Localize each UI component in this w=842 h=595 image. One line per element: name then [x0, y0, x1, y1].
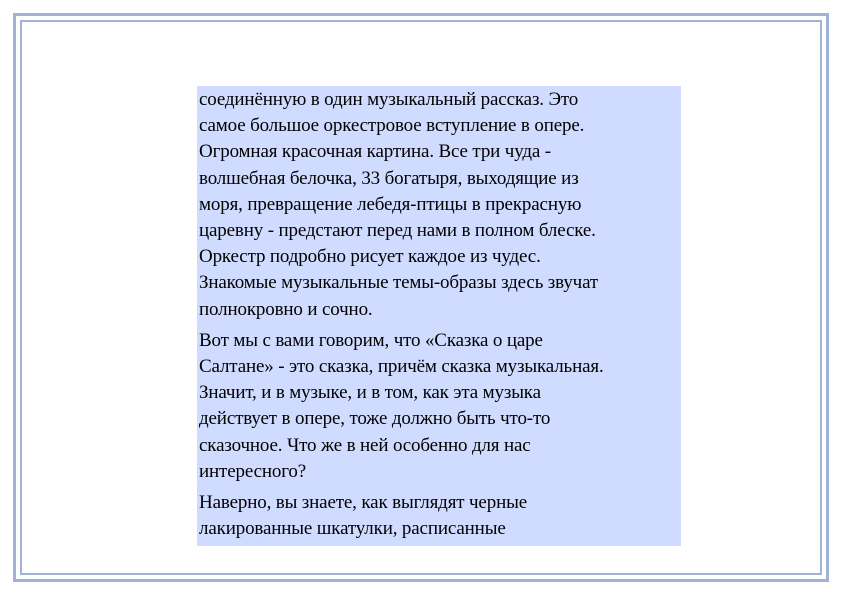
- text-line: царевну - предстают перед нами в полном блеске.: [199, 220, 596, 242]
- text-line: Оркестр подробно рисует каждое из чудес.: [199, 246, 541, 268]
- text-line: сказочное. Что же в ней особенно для нас: [199, 434, 531, 456]
- text-line: Наверно, вы знаете, как выглядят черные: [199, 492, 527, 514]
- text-line: волшебная белочка, 33 богатыря, выходящие из: [199, 167, 579, 189]
- text-line: действует в опере, тоже должно быть что-то: [199, 408, 551, 430]
- paragraph-3: [199, 490, 681, 542]
- text-line: Салтане» - это сказка, причём сказка музыкальная.: [199, 356, 604, 378]
- text-line: Огромная красочная картина. Все три чуда -: [199, 141, 551, 163]
- text-line: самое большое оркестровое вступление в опере.: [199, 115, 585, 137]
- text-line: полнокровно и сочно.: [199, 298, 373, 320]
- text-line: соединённую в один музыкальный рассказ. Это: [199, 89, 579, 110]
- text-line: интересного?: [199, 460, 307, 482]
- text-line: Значит, и в музыке, и в том, как эта музыка: [199, 382, 541, 404]
- text-line: Вот мы с вами говорим, что «Сказка о царе: [199, 329, 543, 351]
- text-block: [197, 86, 681, 546]
- text-line: моря, превращение лебедя-птицы в прекрасную: [199, 193, 582, 215]
- paragraph-2: [199, 328, 681, 485]
- paragraph-1: [199, 87, 681, 323]
- text-line: Знакомые музыкальные темы-образы здесь звучат: [199, 272, 599, 294]
- text-line: лакированные шкатулки, расписанные: [199, 518, 506, 540]
